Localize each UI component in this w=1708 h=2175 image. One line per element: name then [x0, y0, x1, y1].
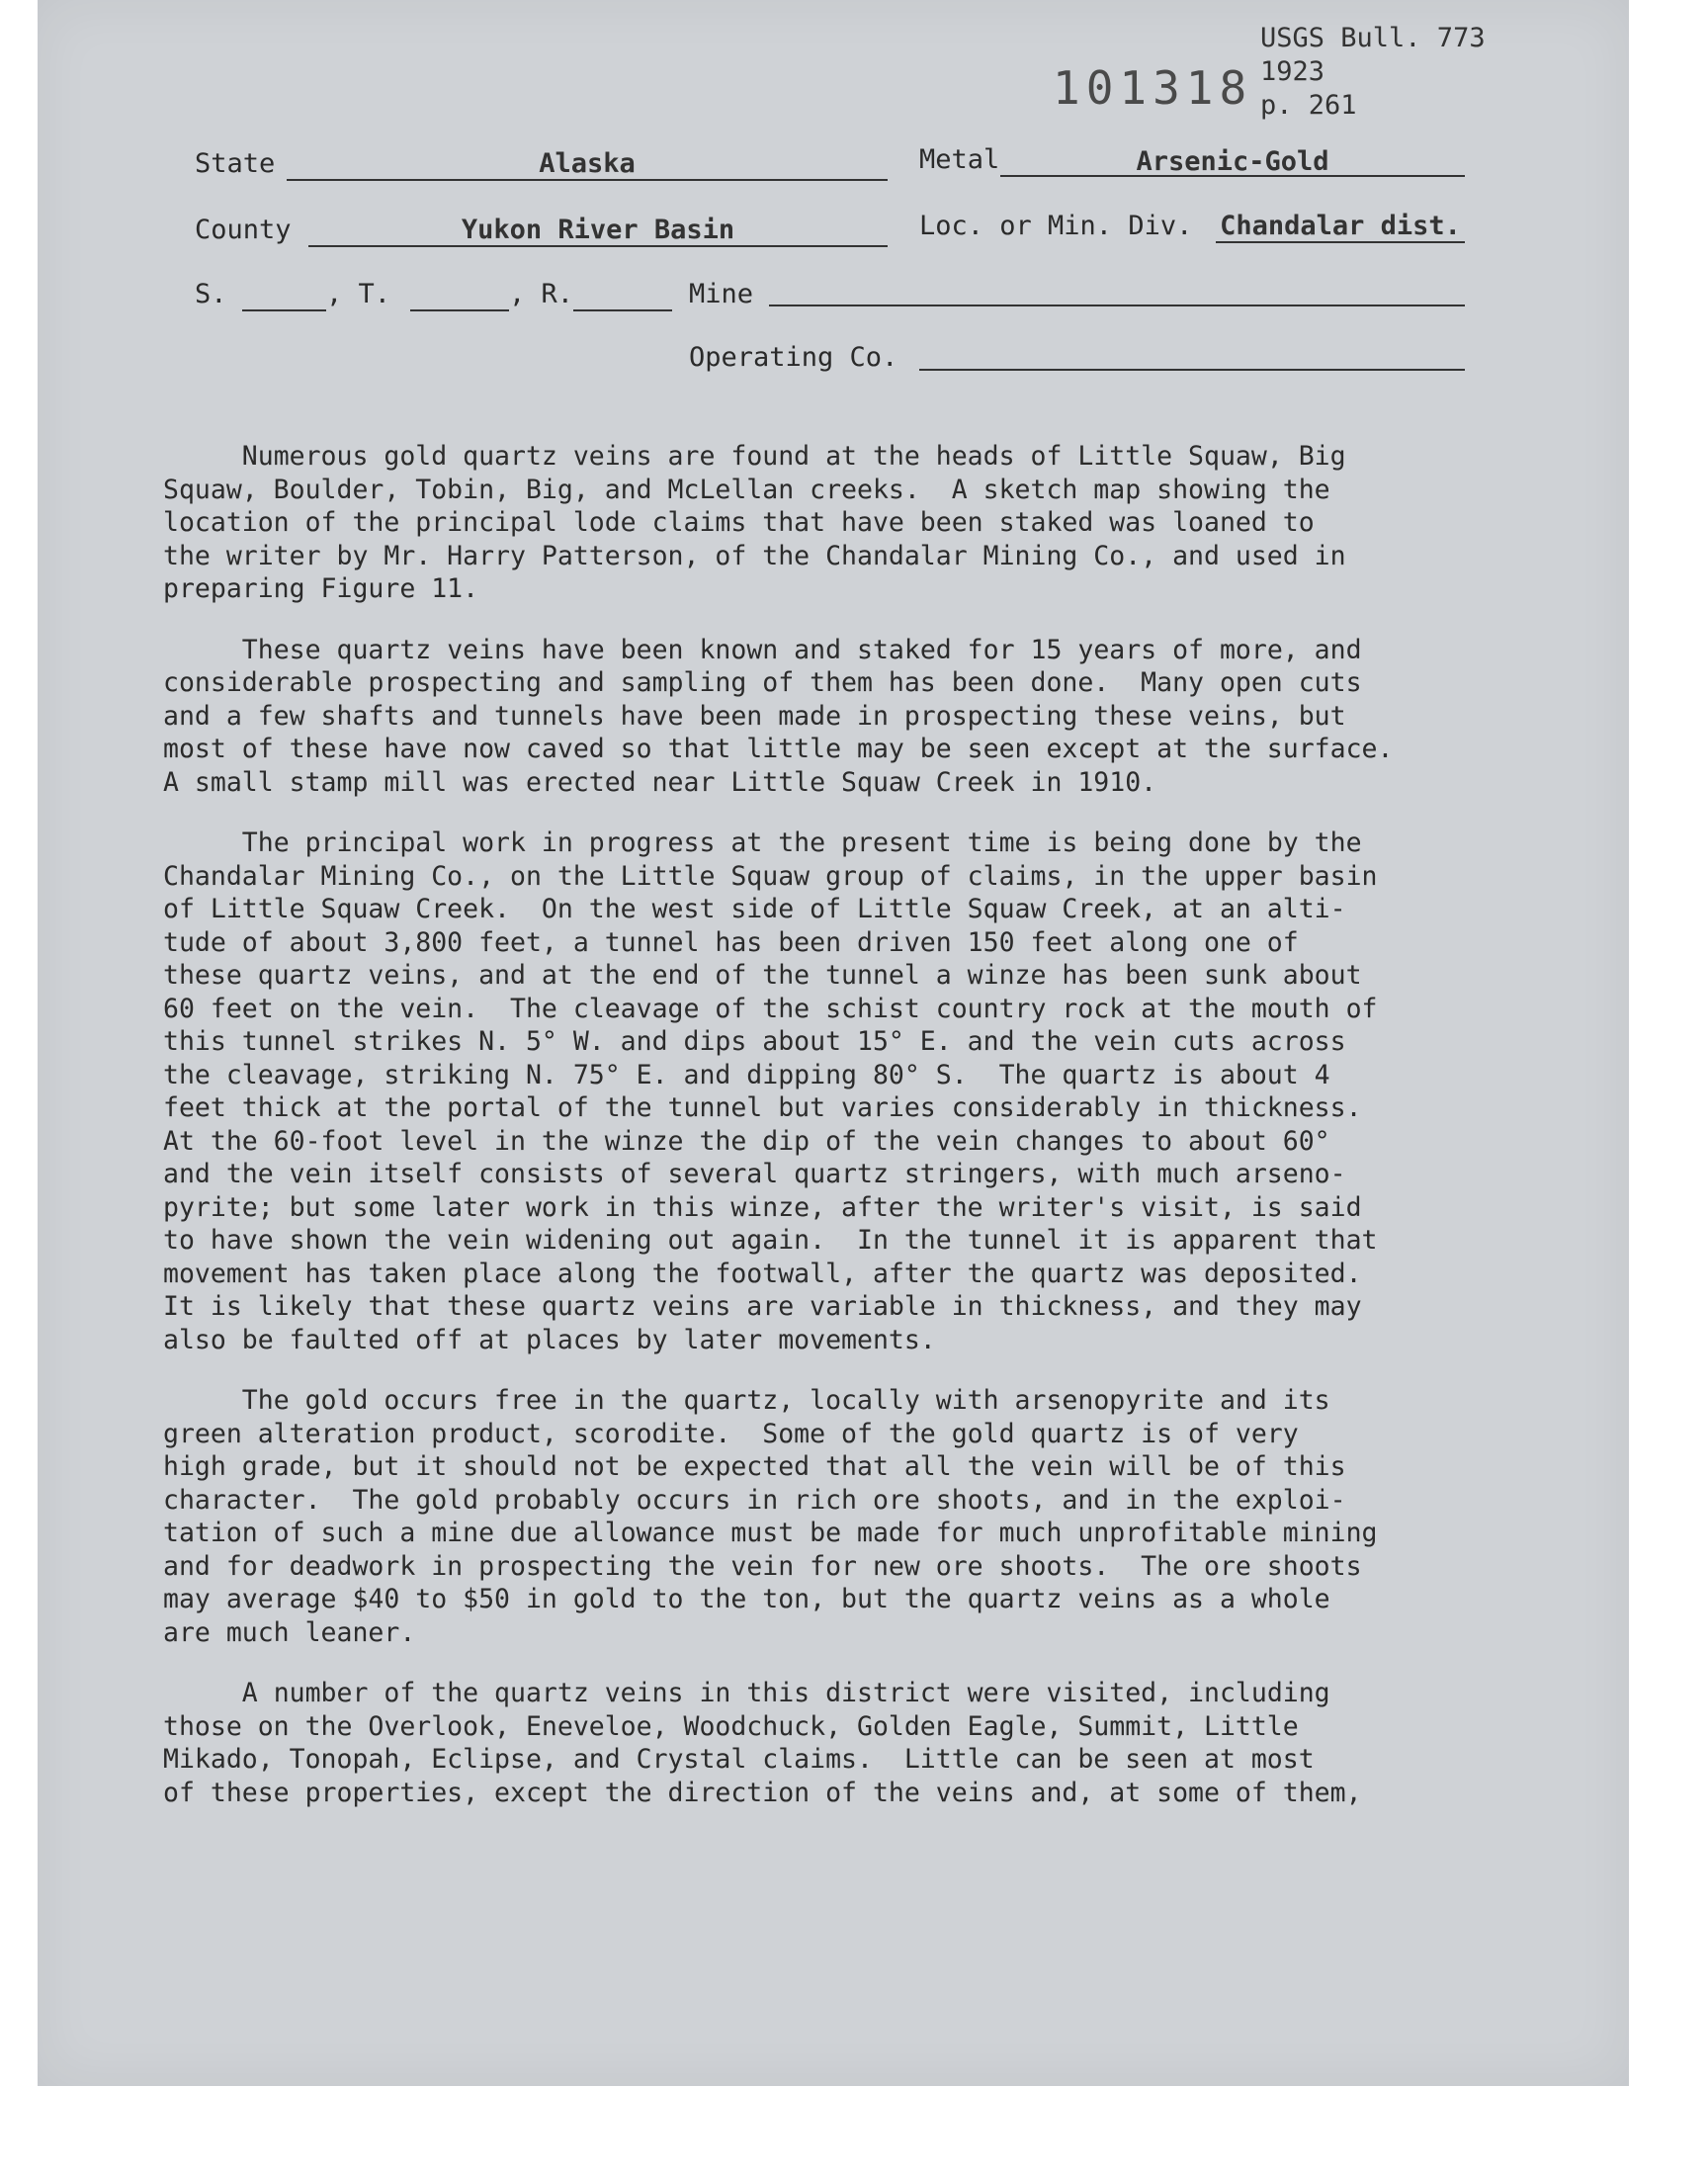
state-underline [287, 179, 888, 181]
section-underline [242, 309, 326, 311]
reference-citation [1260, 22, 1486, 123]
paragraph-1: Numerous gold quartz veins are found at the heads of Little Squaw, Big Squaw, Boulder, Tobin, Big, and McLellan creeks. A sketch map showing the location of the principal lode claims that have been staked was loaned to the writer by Mr. Harry Patterson, of the Chandalar Mining Co., and used in preparing Figure 11. [163, 441, 1346, 604]
mine-underline [769, 304, 1465, 306]
township-underline [410, 309, 509, 311]
mine-label: Mine [689, 279, 754, 309]
metal-value: Arsenic-Gold [1136, 146, 1329, 177]
county-label: County [195, 215, 292, 245]
loc-label: Loc. or Min. Div. [919, 211, 1193, 241]
reference-bulletin: USGS Bull. 773 [1260, 23, 1486, 53]
reference-page: p. 261 [1260, 90, 1357, 121]
body-text [163, 440, 1527, 1837]
loc-underline [1216, 241, 1465, 243]
range-label: , R. [509, 279, 574, 309]
metal-underline [1000, 175, 1465, 177]
section-label: S. [195, 279, 227, 309]
operating-co-label: Operating Co. [689, 342, 898, 373]
loc-value: Chandalar dist. [1220, 211, 1461, 241]
stamp-number: 101318 [1053, 61, 1253, 115]
metal-label: Metal [919, 144, 1000, 175]
paragraph-5: A number of the quartz veins in this district were visited, including those on the Overlook, Eneveloe, Woodchuck, Golden Eagle, Summit, Little Mikado, Tonopah, Eclipse, and Crystal claims. Little can be seen at most of these properties, except the direction of the veins and, at some of them, [163, 1678, 1362, 1808]
range-underline [573, 309, 672, 311]
paragraph-2: These quartz veins have been known and staked for 15 years of more, and considerable prospecting and sampling of them has been done. Many open cuts and a few shafts and tunnels have been made in prospecting these veins, but most of these have now caved so that little may be seen except at the surface. A small stamp mill was erected near Little Squaw Creek in 1910. [163, 634, 1394, 798]
county-underline [308, 245, 888, 247]
operating-co-underline [919, 369, 1465, 371]
county-value: Yukon River Basin [461, 215, 735, 245]
state-value: Alaska [539, 148, 636, 179]
paragraph-4: The gold occurs free in the quartz, locally with arsenopyrite and its green alteration product, scorodite. Some of the gold quartz is of very high grade, but it should not be expected that all the vein will be of this character. The gold probably occurs in rich ore shoots, and in the exploi- tation of such a mine due allowance must be made for much unprofitable mining and for deadwork in prospecting the vein for new ore shoots. The ore shoots may average $40 to $50 in gold to the ton, but the quartz veins as a whole are much leaner. [163, 1385, 1378, 1648]
reference-year: 1923 [1260, 56, 1325, 87]
state-label: State [195, 148, 276, 179]
paragraph-3: The principal work in progress at the present time is being done by the Chandalar Mining Co., on the Little Squaw group of claims, in the upper basin of Little Squaw Creek. On the west side of Little Squaw Creek, at an alti- tude of about 3,800 feet, a tunnel has been driven 150 feet along one of these quartz veins, and at the end of the tunnel a winze has been sunk about 60 feet on the vein. The cleavage of the schist country rock at the mouth of this tunnel strikes N. 5° W. and dips about 15° E. and the vein cuts across the cleavage, striking N. 75° E. and dipping 80° S. The quartz is about 4 feet thick at the portal of the tunnel but varies considerably in thickness. At the 60-foot level in the winze the dip of the vein changes to about 60° and the vein itself consists of several quartz stringers, with much arseno- pyrite; but some later work in this winze, after the writer's visit, is said to have shown the vein widening out again. In the tunnel it is apparent that movement has taken place along the footwall, after the quartz was deposited. It is likely that these quartz veins are variable in thickness, and they may also be faulted off at places by later movements. [163, 827, 1378, 1355]
township-label: , T. [326, 279, 391, 309]
